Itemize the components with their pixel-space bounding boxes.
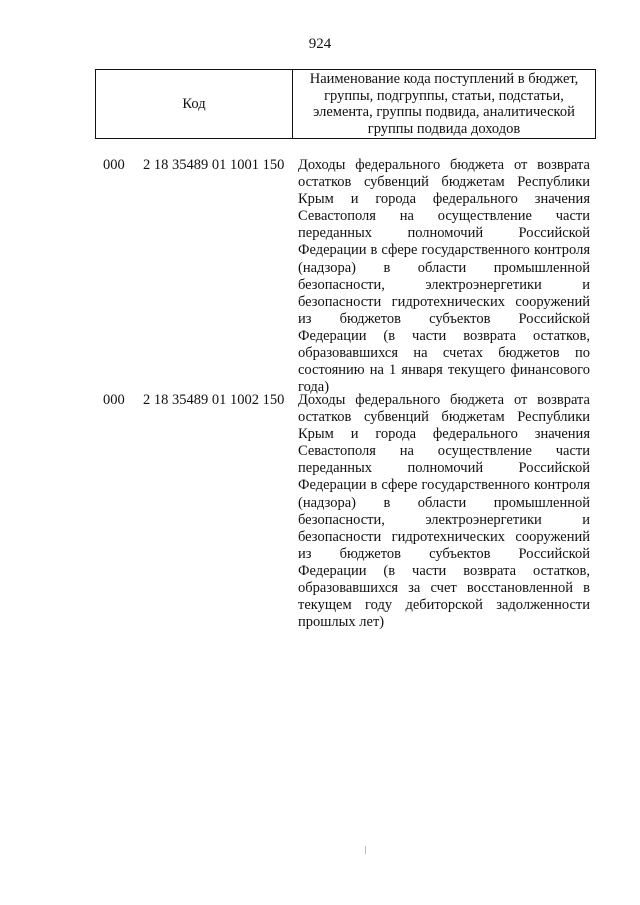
description-line: прошлых лет)	[298, 614, 385, 631]
description-line: Доходы федерального бюджета от возврата	[298, 392, 590, 408]
admin-code: 000	[103, 392, 125, 408]
income-description	[298, 392, 590, 631]
description-line: безопасности гидротехнических сооружений	[298, 293, 590, 310]
description-line: переданных полномочий Российской	[298, 460, 590, 477]
description-line: безопасности, электроэнергетики и	[298, 511, 590, 528]
description-line: состоянию на 1 января текущего финансового	[298, 362, 590, 379]
income-code: 2 18 35489 01 1002 150	[143, 392, 285, 408]
income-description	[298, 157, 590, 396]
description-line: (надзора) в области промышленной	[298, 259, 590, 276]
description-line: (надзора) в области промышленной	[298, 494, 590, 511]
description-line: Федерации в сфере государственного контроля	[298, 242, 590, 259]
description-line: Крым и города федерального значения	[298, 191, 590, 208]
description-line: из бюджетов субъектов Российской	[298, 545, 590, 562]
description-line: безопасности гидротехнических сооружений	[298, 528, 590, 545]
description-line: года)	[298, 379, 330, 396]
page-number: 924	[308, 36, 332, 52]
description-line: остатков субвенций бюджетам Республики	[298, 174, 590, 191]
description-line: Федерации (в части возврата остатков,	[298, 327, 590, 344]
description-line: остатков субвенций бюджетам Республики	[298, 409, 590, 426]
description-line: Севастополя на осуществление части	[298, 443, 590, 460]
description-line: образовавшихся на счетах бюджетов по	[298, 345, 590, 362]
description-line: образовавшихся за счет восстановленной в	[298, 580, 590, 597]
description-line: безопасности, электроэнергетики и	[298, 276, 590, 293]
description-line: Доходы федерального бюджета от возврата	[298, 157, 590, 173]
description-line: текущем году дебиторской задолженности	[298, 597, 590, 614]
description-line: Севастополя на осуществление части	[298, 208, 590, 225]
scan-mark	[365, 846, 366, 854]
income-code: 2 18 35489 01 1001 150	[143, 157, 285, 173]
description-line: Федерации (в части возврата остатков,	[298, 562, 590, 579]
description-line: из бюджетов субъектов Российской	[298, 310, 590, 327]
code-column-header: Код	[96, 70, 293, 138]
description-line: переданных полномочий Российской	[298, 225, 590, 242]
table-header	[95, 69, 596, 139]
description-line: Крым и города федерального значения	[298, 426, 590, 443]
description-line: Федерации в сфере государственного контроля	[298, 477, 590, 494]
admin-code: 000	[103, 157, 125, 173]
name-column-header: Наименование кода поступлений в бюджет, группы, подгруппы, статьи, подстатьи, элемента, группы подвида, аналитической группы подвида доходов	[309, 71, 579, 137]
